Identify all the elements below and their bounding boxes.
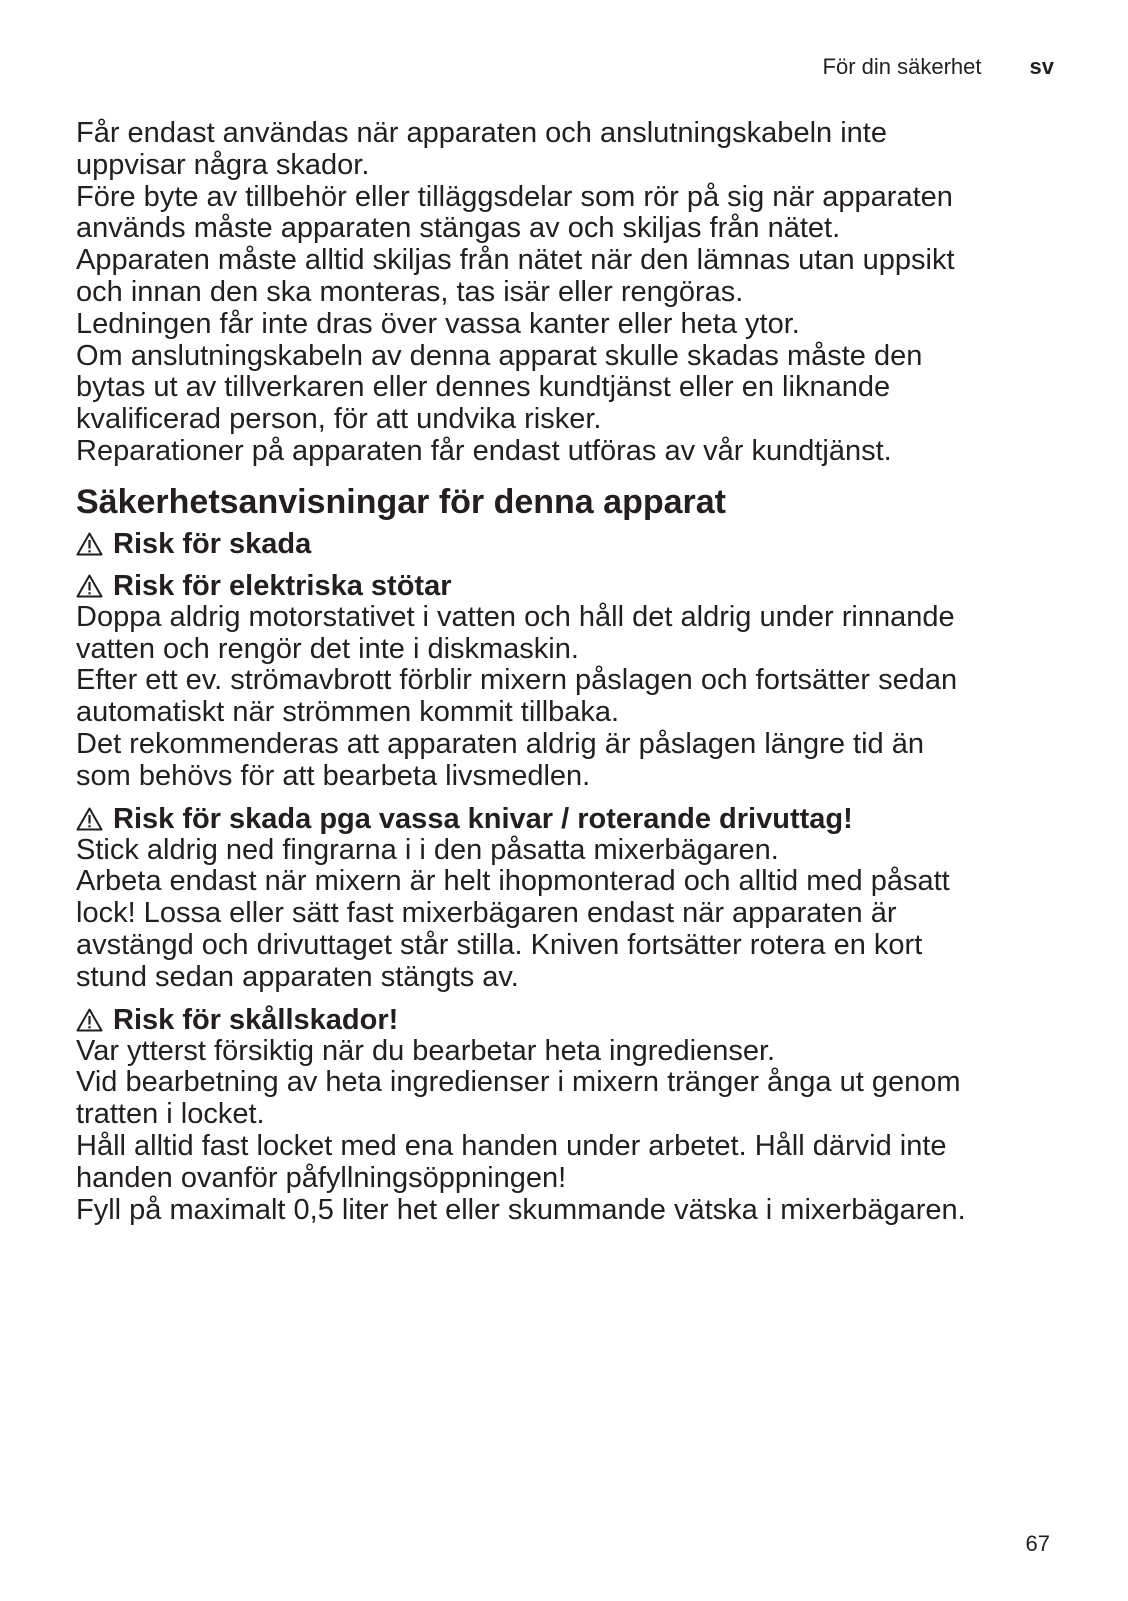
warning-line: Vid bearbetning av heta ingredienser i mixern tränger ånga ut genom	[76, 1066, 961, 1099]
warning-line: automatiskt när strömmen kommit tillbaka.	[76, 696, 620, 729]
warning-line: Håll alltid fast locket med ena handen under arbetet. Håll därvid inte	[76, 1129, 947, 1162]
intro-line: Apparaten måste alltid skiljas från nätet när den lämnas utan uppsikt	[76, 244, 955, 277]
running-header	[823, 54, 1054, 80]
warning-line: Efter ett ev. strömavbrott förblir mixern påslagen och fortsätter sedan	[76, 664, 958, 697]
intro-line: Får endast användas när apparaten och anslutningskabeln inte	[76, 117, 887, 149]
intro-line: bytas ut av tillverkaren eller dennes kundtjänst eller en liknande	[76, 371, 891, 404]
warning-line: tratten i locket.	[76, 1098, 265, 1131]
warning-line: Fyll på maximalt 0,5 liter het eller skummande vätska i mixerbägaren.	[76, 1193, 966, 1226]
warning-line: vatten och rengör det inte i diskmaskin.	[76, 632, 579, 665]
warning-line: Stick aldrig ned fingrarna i i den påsatta mixerbägaren.	[76, 833, 779, 866]
warning-triangle-icon	[76, 1008, 103, 1032]
warning-line: stund sedan apparaten stängts av.	[76, 960, 519, 993]
warning-line: Doppa aldrig motorstativet i vatten och håll det aldrig under rinnande	[76, 600, 955, 633]
warning-block-electric-shock	[76, 570, 1066, 793]
warning-line: handen ovanför påfyllningsöppningen!	[76, 1161, 567, 1194]
warning-title: Risk för elektriska stötar	[113, 569, 452, 602]
warning-heading	[76, 803, 1066, 835]
warning-triangle-icon	[76, 574, 103, 598]
page-number: 67	[1025, 1531, 1050, 1556]
warning-block-scalding	[76, 1004, 1066, 1227]
warning-line: lock! Lossa eller sätt fast mixerbägaren endast när apparaten är	[76, 897, 897, 930]
warning-title: Risk för skållskador!	[113, 1003, 399, 1036]
warning-line: Det rekommenderas att apparaten aldrig är påslagen längre tid än	[76, 727, 924, 760]
header-language-code: sv	[1029, 54, 1054, 79]
header-section-name: För din säkerhet	[822, 54, 982, 79]
intro-line: kvalificerad person, för att undvika risker.	[76, 403, 602, 436]
warning-line: som behövs för att bearbeta livsmedlen.	[76, 759, 591, 792]
intro-line: används måste apparaten stängas av och skiljas från nätet.	[76, 212, 841, 245]
warning-title: Risk för skada pga vassa knivar / roterande drivuttag!	[113, 802, 853, 835]
warning-title: Risk för skada	[113, 527, 312, 560]
intro-line: uppvisar några skador.	[76, 148, 370, 181]
intro-line: Om anslutningskabeln av denna apparat skulle skadas måste den	[76, 339, 923, 372]
warning-heading	[76, 570, 1066, 602]
warning-triangle-icon	[76, 532, 103, 556]
warning-triangle-icon	[76, 807, 103, 831]
intro-line: Reparationer på apparaten får endast utföras av vår kundtjänst.	[76, 434, 892, 467]
warning-line: Var ytterst försiktig när du bearbetar heta ingredienser.	[76, 1034, 776, 1067]
intro-line: Ledningen får inte dras över vassa kanter eller heta ytor.	[76, 307, 800, 340]
warning-line: avstängd och drivuttaget står stilla. Kniven fortsätter rotera en kort	[76, 928, 923, 961]
warning-heading	[76, 528, 1066, 560]
warning-line: Arbeta endast när mixern är helt ihopmonterad och alltid med påsatt	[76, 865, 950, 898]
warning-block-injury	[76, 528, 1066, 560]
page-content	[76, 118, 1066, 1226]
intro-block	[76, 118, 1066, 468]
warning-heading	[76, 1004, 1066, 1036]
intro-line: och innan den ska monteras, tas isär eller rengöras.	[76, 275, 744, 308]
section-heading: Säkerhetsanvisningar för denna apparat	[76, 482, 726, 521]
intro-line: Före byte av tillbehör eller tilläggsdelar som rör på sig när apparaten	[76, 180, 953, 213]
warning-block-sharp-blades	[76, 803, 1066, 994]
